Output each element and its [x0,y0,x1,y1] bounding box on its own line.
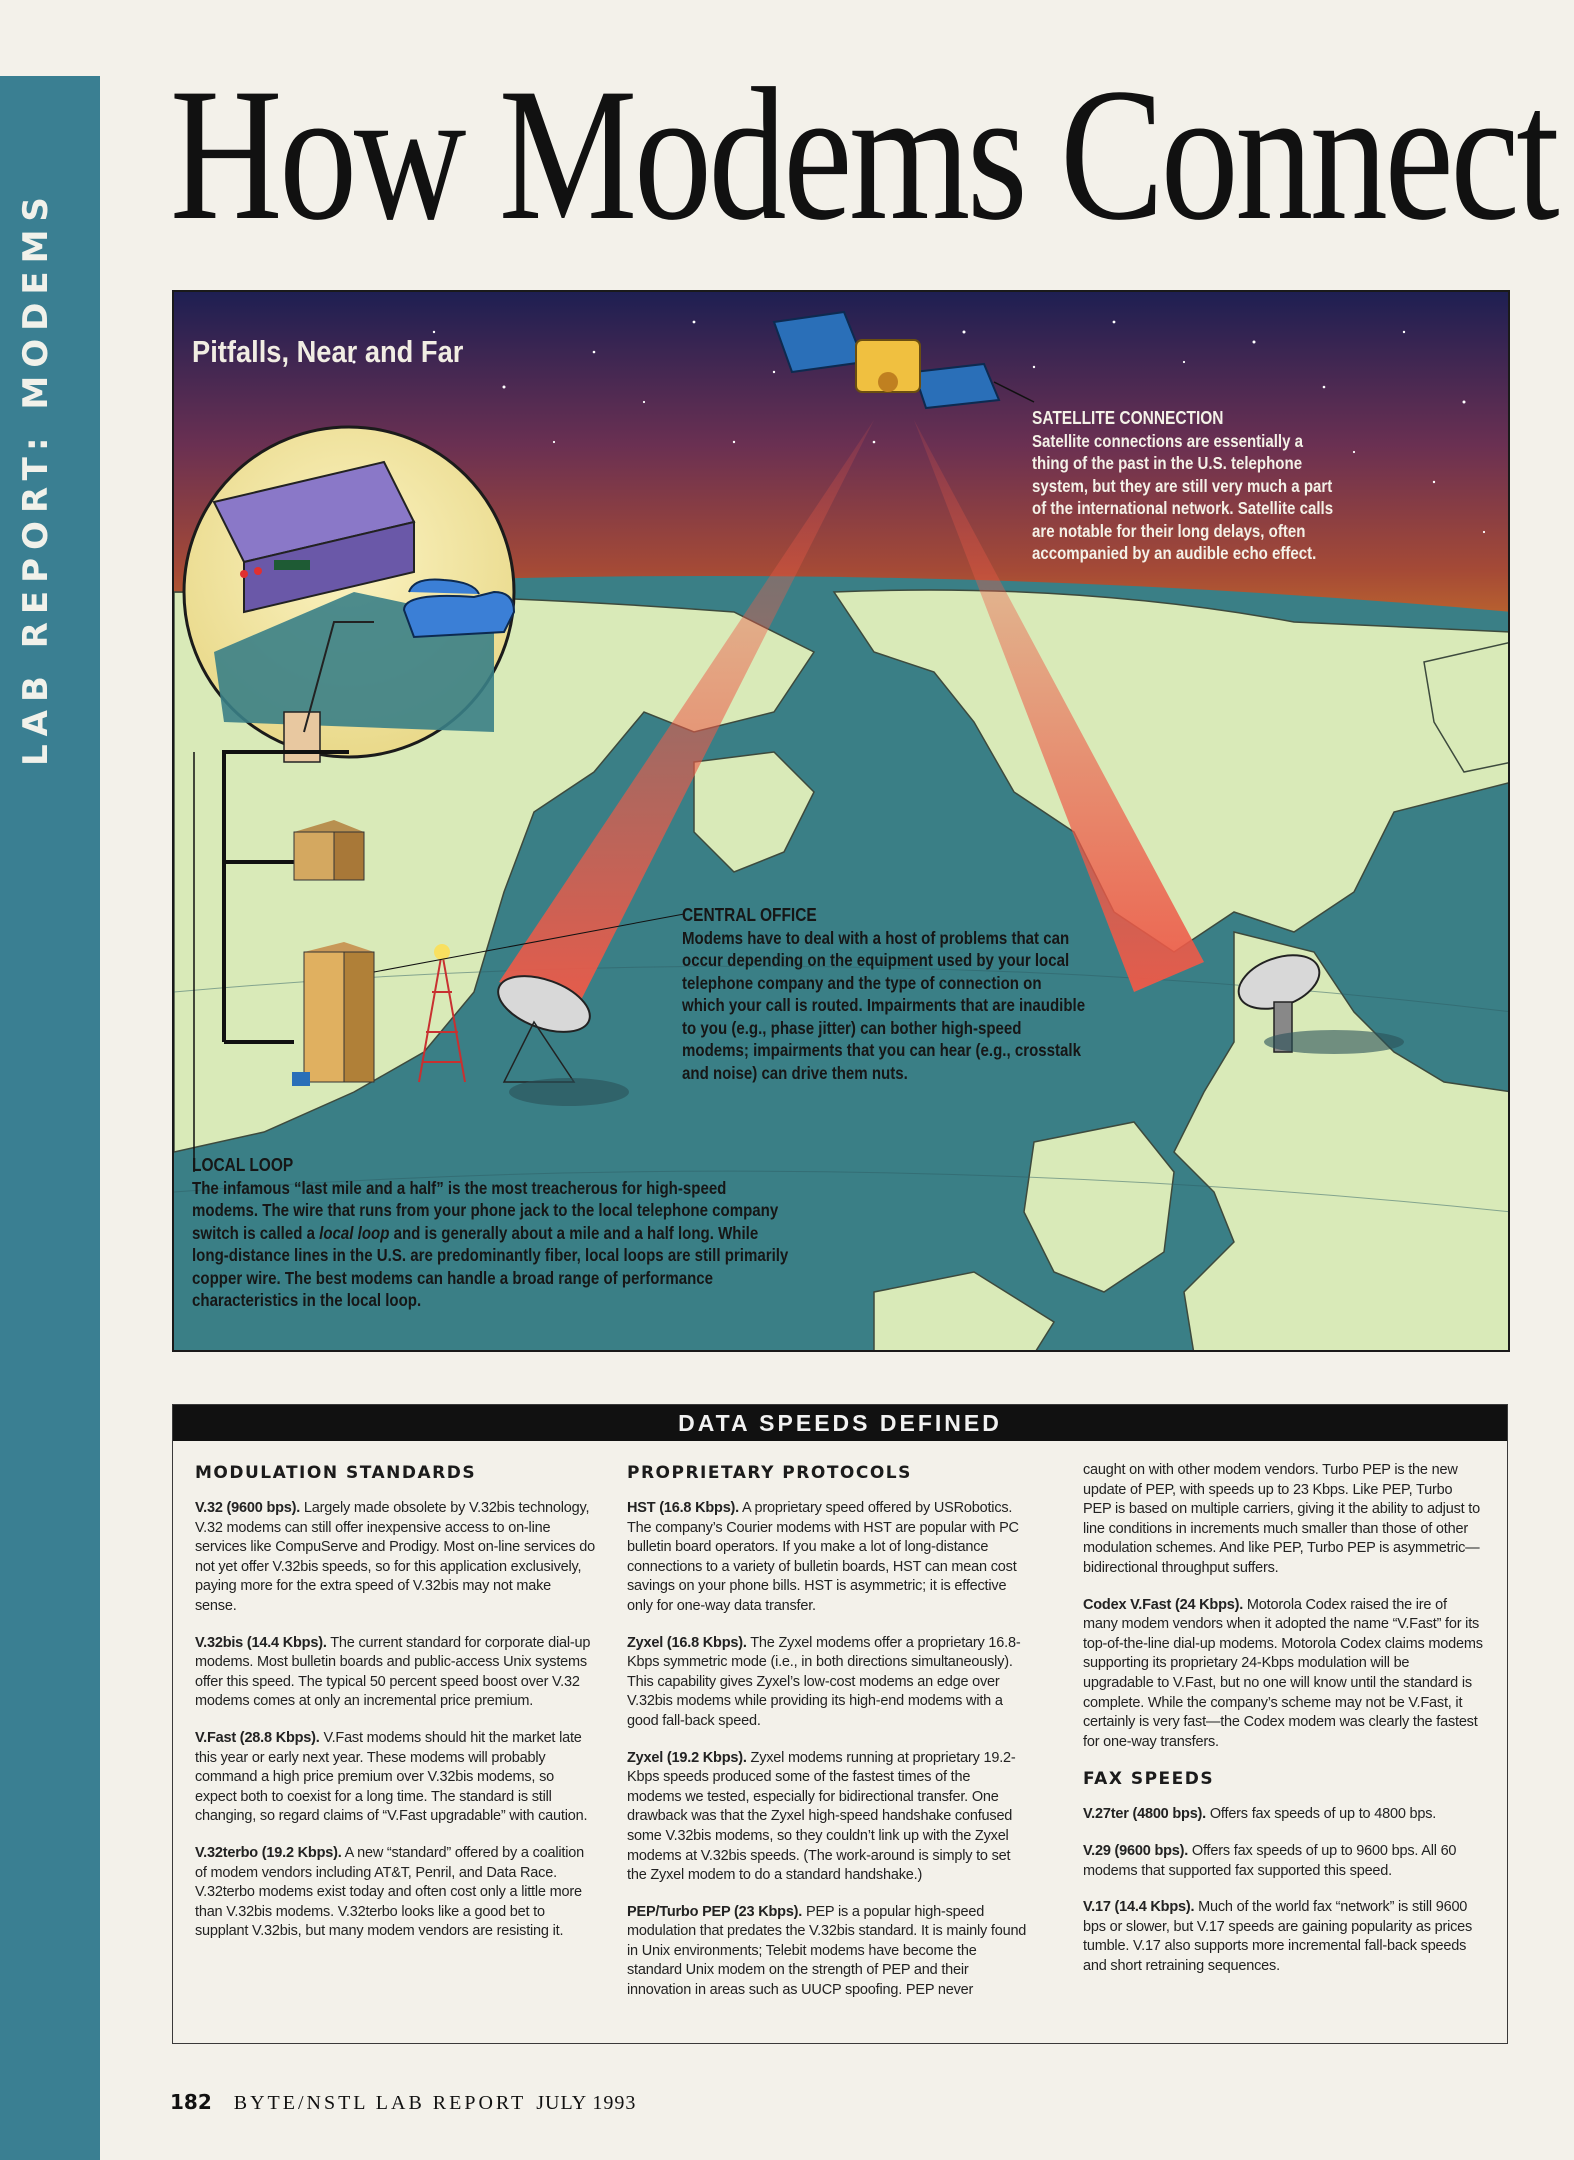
column-heading: PROPRIETARY PROTOCOLS [627,1463,912,1483]
entry [627,1749,1027,1886]
entry-term: Zyxel (16.8 Kbps). [627,1634,747,1651]
entry-text: A new “standard” offered by a coalition of modem vendors including AT&T, Penril, and Data Race. V.32terbo modems exist today and often cost only a little more than V.32bis modems. V.32terbo looks like a good bet to supplant V.32bis, but many modem vendors are resisting it. [195,1844,584,1940]
entry [1083,1898,1483,1976]
entry-text: Largely made obsolete by V.32bis technology, V.32 modems can still offer inexpensive access to on-line services like CompuServe and Prodigy. Most on-line services do not yet offer V.32bis speeds, so for this application exclusively, paying more for the extra speed of V.32bis may not make sense. [195,1500,595,1614]
issue-date: JULY 1993 [536,2092,637,2114]
entry [195,1499,595,1617]
local-loop-text-1: The infamous “last mile and a half” is the most treacherous for high-speed modems. The wire that runs from your phone jack to the local telephone company switch is called a [192,1177,779,1243]
satellite-heading: SATELLITE CONNECTION [1032,408,1224,428]
satellite-text: Satellite connections are essentially a thing of the past in the U.S. telephone system, but they are still very much a part of the international network. Satellite calls are notable for their long delays, often accompanied by an audible echo effect. [1032,430,1334,563]
page-number: 182 [170,2090,212,2114]
entry [195,1634,595,1712]
illustration [172,290,1510,1352]
central-office-callout [682,904,1086,1084]
page-footer [170,2090,636,2115]
modulation-standards-column [195,1453,595,1959]
entry-text: Offers fax speeds of up to 9600 bps. All 60 modems that supported fax supported this speed. [1083,1842,1457,1879]
entry-term: V.29 (9600 bps). [1083,1842,1189,1859]
home-inset [184,427,514,762]
house-building [294,820,364,880]
entry [1083,1596,1483,1753]
entry-text: The current standard for corporate dial-up modems. Most bulletin boards and public-access Unix systems offer this speed. The typical 50 percent speed boost over V.32 modems comes at only an incremental price premium. [195,1634,591,1710]
entry-text: A proprietary speed offered by USRobotics. The company’s Courier modems with HST are popular with PC bulletin board operators. If you make a lot of long-distance connections to a variety of bulletin boards, HST can mean cost savings on your phone bills. HST is asymmetric; it is effective only for one-way data transfer. [627,1500,1019,1614]
publication-name: BYTE/NSTL LAB REPORT [233,2092,527,2114]
entry [627,1499,1027,1617]
entry [627,1634,1027,1732]
entry-term: PEP/Turbo PEP (23 Kbps). [627,1903,803,1920]
data-speeds-box [172,1404,1508,2044]
entry-term: V.32bis (14.4 Kbps). [195,1634,327,1651]
entry-term: Zyxel (19.2 Kbps). [627,1749,747,1766]
entry [195,1729,595,1827]
entry [195,1844,595,1942]
entry [1083,1842,1483,1881]
entry-text: Zyxel modems running at proprietary 19.2-Kbps speeds produced some of the fastest times of the modems we tested, especially for bidirectional transfer. One drawback was that the Zyxel high-speed handshake confused some V.32bis modems, so they couldn’t link up with the Zyxel modems at V.32bis speeds. (The work-around is simply to set the Zyxel modem to do a standard handshake.) [627,1749,1016,1884]
page-title: How Modems Connect [170,50,1557,260]
entry-text: The Zyxel modems offer a proprietary 16.8-Kbps symmetric mode (i.e., in both directions simultaneously). This capability gives Zyxel’s low-cost modems an edge over V.32bis modems while providing its high-end modems with a good fall-back speed. [627,1634,1021,1729]
local-loop-emphasis: local loop [319,1222,390,1243]
central-office-text: Modems have to deal with a host of problems that can occur depending on the equipment used by your local telephone company and the type of connection on which your call is routed. Impairments that are inaudible to you (e.g., phase jitter) can bother high-speed modems; impairments that you can hear (e.g., crosstalk and noise) can drive them nuts. [682,927,1086,1083]
column-heading: MODULATION STANDARDS [195,1463,477,1483]
entry [627,1903,1027,2001]
proprietary-protocols-column [627,1453,1027,2018]
section-label: LAB REPORT: MODEMS [16,189,56,766]
illustration-title: Pitfalls, Near and Far [192,334,464,369]
central-office-heading: CENTRAL OFFICE [682,905,817,925]
entry-term: V.17 (14.4 Kbps). [1083,1899,1195,1916]
fax-speeds-column [1083,1453,1483,1993]
sidebar-band [0,76,100,2160]
entry-term: Codex V.Fast (24 Kbps). [1083,1596,1244,1613]
satellite-callout [1032,407,1342,565]
entry-text: Much of the world fax “network” is still 9600 bps or slower, but V.17 speeds are gaining popularity as prices tumble. V.17 also supports more incremental fall-back speeds and short retraining sequences. [1083,1899,1473,1974]
entry-term: V.27ter (4800 bps). [1083,1806,1207,1823]
continued-text: caught on with other modem vendors. Turbo PEP is the new update of PEP, with speeds up to 23 Kbps. Like PEP, Turbo PEP is based on multiple carriers, giving it the ability to adjust to line conditions in increments much smaller than those of other modulation schemes. And like PEP, Turbo PEP is asymmetric—bidirectional throughput suffers. [1083,1462,1480,1576]
entry [1083,1805,1483,1825]
entry-term: V.32terbo (19.2 Kbps). [195,1844,342,1861]
entry-text: Motorola Codex raised the ire of many modem vendors when it adopted the name “V.Fast” for its top-of-the-line dial-up modems. Motorola Codex claims modems supporting its proprietary 24-Kbps modulation will be upgradable to V.Fast, but no one will know until the standard is complete. While the company’s scheme may not be V.Fast, it certainly is very fast—the Codex modem was clearly the fastest for one-way transfers. [1083,1596,1483,1750]
entry-term: HST (16.8 Kbps). [627,1500,740,1516]
central-office-building [292,942,374,1086]
local-loop-heading: LOCAL LOOP [192,1155,294,1175]
local-loop-callout [192,1154,794,1312]
local-loop-text-2: and is generally about a mile and a half long. While long-distance lines in the U.S. are predominantly fiber, local loops are still primarily copper wire. The best modems can handle a broad range of performance characteristics in the local loop. [192,1222,789,1310]
entry-text: PEP is a popular high-speed modulation that predates the V.32bis standard. It is mainly found in Unix environments; Telebit modems have become the standard Unix modem on the strength of PEP and their innovation in areas such as UUCP spoofing. PEP never [627,1903,1027,1999]
column-heading: FAX SPEEDS [1083,1769,1215,1790]
entry-text: V.Fast modems should hit the market late this year or early next year. These modems will probably command a high price premium over V.32bis modems, so expect both to coexist for a long time. The standard is still changing, so regard claims of “V.Fast upgradable” with caution. [195,1729,588,1825]
entry-term: V.32 (9600 bps). [195,1500,301,1516]
data-speeds-header: DATA SPEEDS DEFINED [173,1405,1507,1441]
entry-text: Offers fax speeds of up to 4800 bps. [1206,1806,1437,1823]
entry-term: V.Fast (28.8 Kbps). [195,1729,320,1746]
